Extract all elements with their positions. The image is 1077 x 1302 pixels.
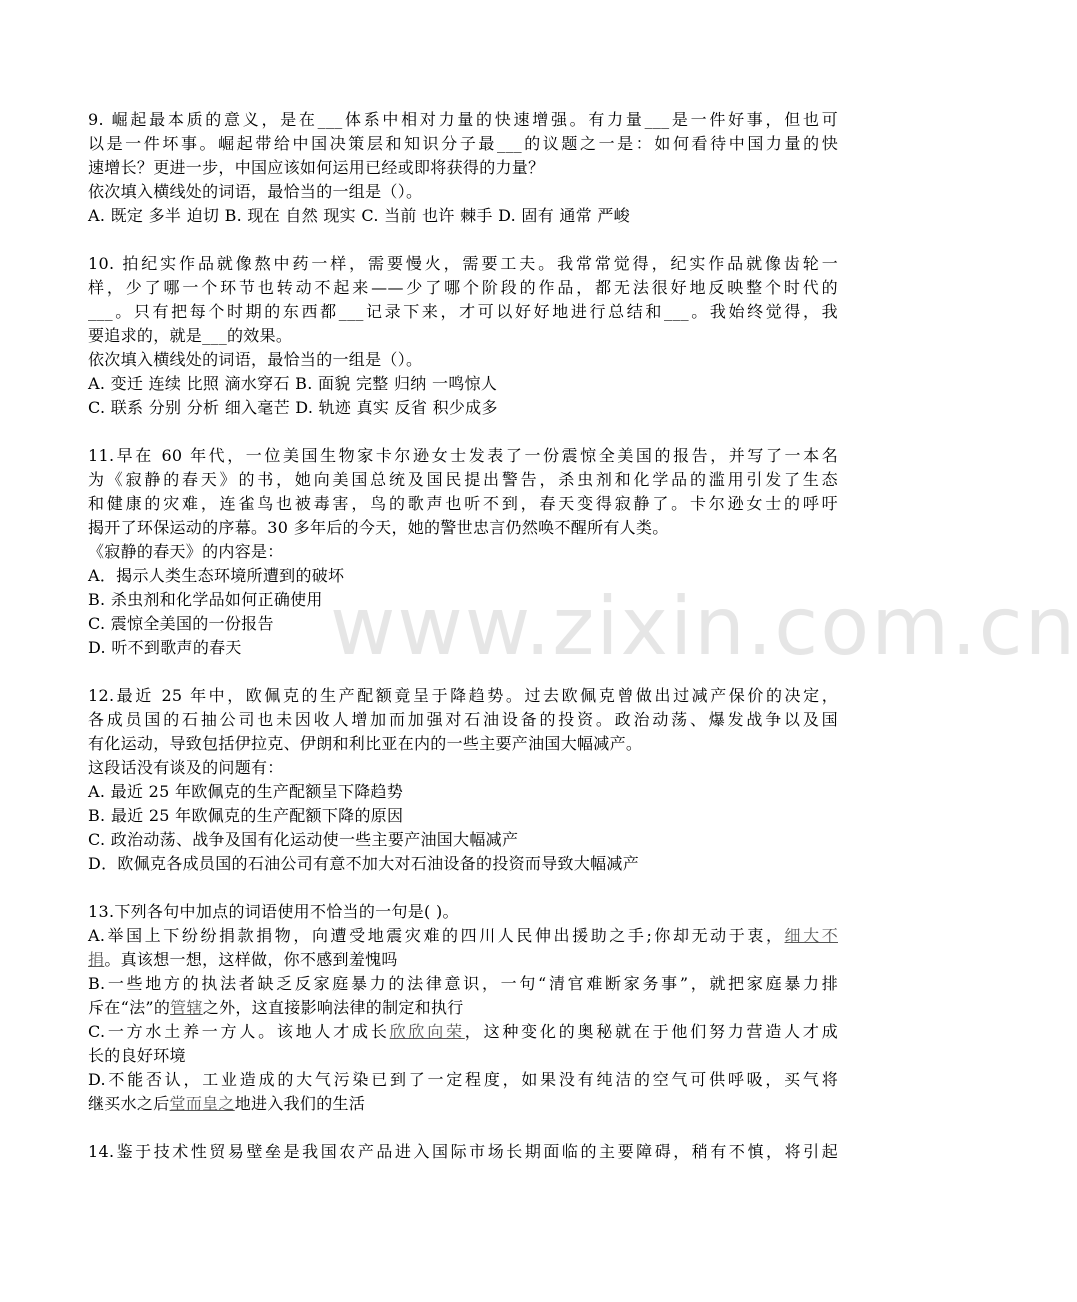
- q11-prompt: 《寂静的春天》的内容是：: [88, 542, 284, 561]
- q11-line-1: 11.早在 60 年代，一位美国生物家卡尔逊女士发表了一份震惊全美国的报告，并写了一本名: [88, 446, 838, 465]
- q12-line-2: 各成员国的石抽公司也未因收人增加而加强对石油设备的投资。政治动荡、爆发战争以及国: [88, 710, 838, 729]
- question-11: [88, 444, 838, 660]
- q13-option-d-line-1: D.不能否认，工业造成的大气污染已到了一定程度，如果没有纯洁的空气可供呼吸，买气将: [88, 1070, 838, 1089]
- q12-option-c: C. 政治动荡、战争及国有化运动使一些主要产油国大幅减产: [88, 830, 519, 849]
- q11-line-2: 为《寂静的春天》的书，她向美国总统及国民提出警告，杀虫剂和化学品的滥用引发了生态: [88, 470, 838, 489]
- q10-options-ab: A. 变迁 连续 比照 滴水穿石 B. 面貌 完整 归纳 一鸣惊人: [88, 374, 498, 393]
- q13-c-text-b: ，这种变化的奥秘就在于他们努力营造人才成: [464, 1022, 839, 1041]
- q13-b-text-b: 之外，这直接影响法律的制定和执行: [202, 998, 464, 1017]
- q13-option-b-line-1: B.一些地方的执法者缺乏反家庭暴力的法律意识，一句“清官难断家务事”，就把家庭暴力排: [88, 974, 838, 993]
- q9-line-4: 依次填入横线处的词语，最恰当的一组是（）。: [88, 182, 423, 201]
- q11-option-b: B. 杀虫剂和化学品如何正确使用: [88, 590, 323, 609]
- q13-a-underlined-1: 细大不: [784, 926, 838, 945]
- q13-a-underlined-2: 捐: [88, 950, 105, 969]
- q11-line-3: 和健康的灾难，连雀鸟也被毒害，鸟的歌声也听不到，春天变得寂静了。卡尔逊女士的呼吁: [88, 494, 838, 513]
- q13-option-c-line-1: [88, 1020, 838, 1044]
- q9-line-1: 9. 崛起最本质的意义，是在___体系中相对力量的快速增强。有力量___是一件好事，但也可: [88, 110, 838, 129]
- q13-stem: 13.下列各句中加点的词语使用不恰当的一句是( )。: [88, 902, 459, 921]
- q10-options-cd: C. 联系 分别 分析 细入毫芒 D. 轨迹 真实 反省 积少成多: [88, 398, 498, 417]
- question-13: [88, 900, 838, 1116]
- q11-option-d: D. 听不到歌声的春天: [88, 638, 242, 657]
- q10-line-2: 样，少了哪一个环节也转动不起来——少了哪个阶段的作品，都无法很好地反映整个时代的: [88, 278, 838, 297]
- q13-option-a-line-1: [88, 924, 838, 948]
- q12-line-1: 12.最近 25 年中，欧佩克的生产配额竟呈于降趋势。过去欧佩克曾做出过减产保价的决定，: [88, 686, 838, 705]
- q12-option-a: A. 最近 25 年欧佩克的生产配额呈下降趋势: [88, 782, 404, 801]
- q13-b-underlined: 管辖: [170, 998, 203, 1017]
- q11-option-c: C. 震惊全美国的一份报告: [88, 614, 274, 633]
- q10-line-3: ___。只有把每个时期的东西都___记录下来，才可以好好地进行总结和___。我始终觉得，我: [88, 302, 838, 321]
- q13-d-text-b: 地进入我们的生活: [234, 1094, 366, 1113]
- q12-option-d: D．欧佩克各成员国的石油公司有意不加大对石油设备的投资而导致大幅减产: [88, 854, 640, 873]
- document-page: [88, 108, 838, 1164]
- q9-options: A. 既定 多半 迫切 B. 现在 自然 现实 C. 当前 也许 棘手 D. 固有 通常 严峻: [88, 206, 630, 225]
- q9-line-2: 以是一件坏事。崛起带给中国决策层和知识分子最___的议题之一是：如何看待中国力量的快: [88, 134, 838, 153]
- q13-d-text-a: 继买水之后: [88, 1094, 170, 1113]
- q13-a-text-2: 。真该想一想，这样做，你不感到羞愧吗: [104, 950, 398, 969]
- q13-b-text-a: 斥在“法”的: [88, 998, 171, 1017]
- q10-line-4: 要追求的，就是___的效果。: [88, 326, 293, 345]
- q9-line-3: 速增长？更进一步，中国应该如何运用已经或即将获得的力量？: [88, 158, 545, 177]
- question-9: [88, 108, 838, 228]
- q13-option-a-line-2: [88, 948, 838, 972]
- question-12: [88, 684, 838, 876]
- q12-option-b: B. 最近 25 年欧佩克的生产配额下降的原因: [88, 806, 404, 825]
- watermark-text: www.zixin.com.cn: [330, 580, 1077, 673]
- q13-option-b-line-2: [88, 996, 838, 1020]
- q12-line-3: 有化运动，导致包括伊拉克、伊朗和利比亚在内的一些主要产油国大幅减产。: [88, 734, 643, 753]
- q13-d-underlined: 堂而皇之: [169, 1094, 235, 1113]
- q13-option-d-line-2: [88, 1092, 838, 1116]
- q10-line-1: 10. 拍纪实作品就像熬中药一样，需要慢火，需要工夫。我常常觉得，纪实作品就像齿轮一: [88, 254, 838, 273]
- q11-option-a: A．揭示人类生态环境所遭到的破坏: [88, 566, 345, 585]
- q13-a-text: A.举国上下纷纷捐款捐物，向遭受地震灾难的四川人民伸出援助之手;你却无动于衷，: [88, 926, 785, 945]
- q12-prompt: 这段话没有谈及的问题有：: [88, 758, 284, 777]
- q14-line-1: 14.鉴于技术性贸易壁垒是我国农产品进入国际市场长期面临的主要障碍，稍有不慎，将引起: [88, 1142, 838, 1161]
- q13-option-c-line-2: 长的良好环境: [88, 1046, 186, 1065]
- q13-c-text-a: C.一方水土养一方人。该地人才成长: [88, 1022, 390, 1041]
- q13-c-underlined: 欣欣向荣: [389, 1022, 465, 1041]
- q11-line-4: 揭开了环保运动的序幕。30 多年后的今天，她的警世忠言仍然唤不醒所有人类。: [88, 518, 669, 537]
- question-14: [88, 1140, 838, 1164]
- q10-line-5: 依次填入横线处的词语，最恰当的一组是（）。: [88, 350, 423, 369]
- question-10: [88, 252, 838, 420]
